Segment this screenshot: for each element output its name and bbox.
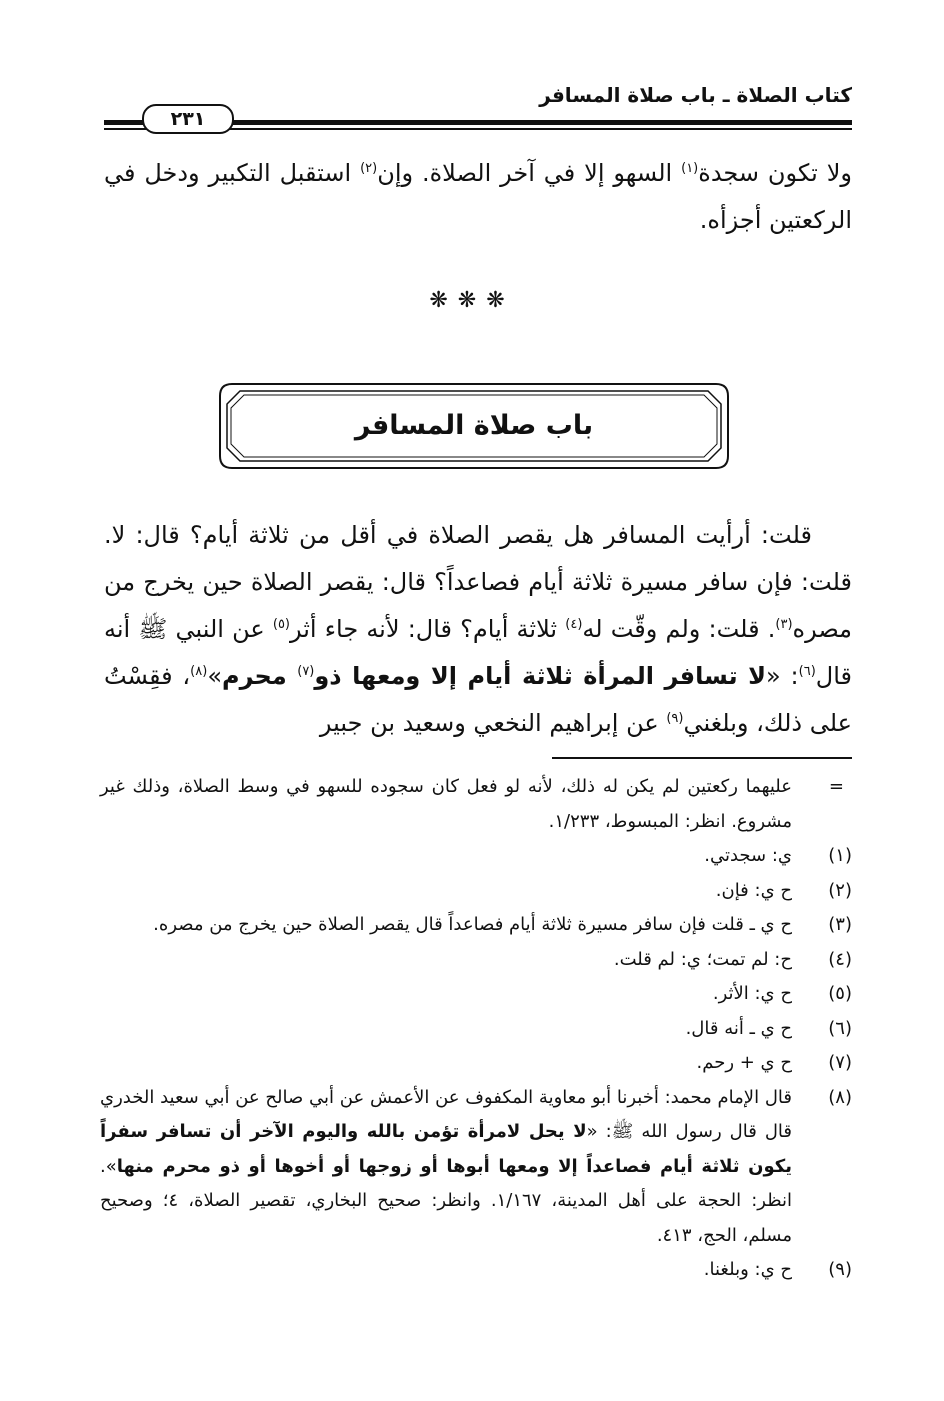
- footnote-ref-2[interactable]: (٢): [360, 161, 378, 176]
- paragraph-main: [104, 512, 852, 747]
- text-run: . قلت: ولم وقّت له: [582, 615, 776, 643]
- footnote-number: (٧): [828, 1052, 852, 1073]
- footnote-number: (٨): [828, 1086, 852, 1108]
- hadith-quote-end: محرم: [222, 662, 298, 690]
- footnote-text: ح ي: الأثر.: [712, 983, 792, 1004]
- footnote-ref-4[interactable]: (٤): [565, 617, 583, 632]
- footnote-ref-6[interactable]: (٦): [798, 664, 816, 679]
- text-run: ولا تكون سجدة: [698, 159, 853, 187]
- footnote-ref-1[interactable]: (١): [681, 161, 699, 176]
- footnote-text: ح: لم تمت؛ ي: لم قلت.: [613, 948, 792, 970]
- footnote-hadith: لا يحل لامرأة تؤمن بالله واليوم الآخر أن تسافر سفراً يكون ثلاثة أيام فصاعداً إلا ومعها أبوها أو زوجها أو أخوها أو ذو محرم منها: [100, 1121, 792, 1177]
- footnote-ref-7[interactable]: (٧): [297, 664, 315, 679]
- text-run: : «: [766, 662, 799, 690]
- footnote-ref-9[interactable]: (٩): [666, 711, 684, 726]
- footnote-text: ح ي: فإن.: [715, 879, 792, 901]
- footnote-ref-5[interactable]: (٥): [272, 617, 290, 632]
- footnote-text: ح ي ـ قلت فإن سافر مسيرة ثلاثة أيام فصاعداً قال يقصر الصلاة حين يخرج من مصره.: [153, 914, 792, 935]
- footnote-3: [100, 908, 852, 943]
- footnote-text: عليهما ركعتين لم يكن له ذلك، لأنه لو فعل كان سجوده للسهو في وسط الصلاة، وذلك غير مشروع. انظر: المبسوط، ١/٢٣٣.: [100, 776, 792, 832]
- footnote-number: (٥): [828, 983, 852, 1004]
- footnote-number: (٤): [828, 948, 852, 970]
- text-run: ، فقِسْتُ على ذلك، وبلغني: [104, 662, 852, 737]
- text-run: قلت: أرأيت المسافر هل يقصر الصلاة في أقل من ثلاثة أيام؟ قال: لا. قلت: فإن سافر مسيرة ثلاثة أيام فصاعداً؟ قال: يقصر الصلاة حين يخرج من مصره: [104, 521, 853, 643]
- footnote-text: ». انظر: الحجة على أهل المدينة، ١/١٦٧. وانظر: صحيح البخاري، تقصير الصلاة، ٤؛ وصحيح مسلم، الحج، ٤١٣.: [100, 1155, 793, 1246]
- footnote-2: [100, 874, 852, 909]
- footnote-text: ح ي + رحم.: [696, 1052, 792, 1073]
- footnote-8: [100, 1081, 852, 1254]
- footnote-number: (٢): [828, 879, 852, 901]
- text-run: »: [207, 662, 222, 690]
- footnote-5: [100, 977, 852, 1012]
- text-run: استقبل التكبير ودخل في الركعتين أجزأه.: [104, 159, 852, 234]
- running-title: كتاب الصلاة ـ باب صلاة المسافر: [539, 83, 852, 107]
- footnote-number: (١): [828, 845, 852, 866]
- footnote-text: ح ي ـ أنه قال.: [685, 1017, 792, 1039]
- footnote-number: (٦): [828, 1017, 852, 1039]
- continuation-mark: =: [828, 776, 844, 797]
- page-number: ٢٣١: [142, 104, 234, 134]
- footnote-text: قال الإمام محمد: أخبرنا أبو معاوية المكفوف عن الأعمش عن أبي صالح عن أبي سعيد الخدري قال قال رسول الله ﷺ: «: [100, 1086, 792, 1142]
- footnote-continuation: [100, 770, 852, 839]
- text-run: عن إبراهيم النخعي وسعيد بن جبير: [319, 709, 667, 737]
- footnote-ref-8[interactable]: (٨): [190, 664, 208, 679]
- footnote-number: (٩): [828, 1259, 852, 1280]
- text-run: السهو إلا في آخر الصلاة. وإن: [377, 159, 682, 187]
- footnote-7: [100, 1046, 852, 1081]
- text-run: ثلاثة أيام؟ قال: لأنه جاء أثر: [290, 615, 566, 643]
- section-separator: ❋❋❋: [429, 288, 515, 313]
- footnote-number: (٣): [828, 914, 852, 935]
- footnote-rule: [552, 757, 852, 759]
- footnote-text: ح ي: وبلغنا.: [703, 1259, 792, 1280]
- chapter-title: باب صلاة المسافر: [354, 410, 594, 441]
- footnote-9: [100, 1253, 852, 1288]
- footnote-6: [100, 1012, 852, 1047]
- footnote-1: [100, 839, 852, 874]
- text-run: عن النبي ﷺ أنه قال: [104, 615, 853, 690]
- hadith-quote: لا تسافر المرأة ثلاثة أيام إلا ومعها ذو: [314, 662, 767, 690]
- footnote-ref-3[interactable]: (٣): [775, 617, 793, 632]
- footnote-4: [100, 943, 852, 978]
- footnotes: [100, 770, 852, 1288]
- paragraph-intro: [104, 150, 852, 244]
- footnote-text: ي: سجدتي.: [704, 845, 792, 866]
- running-header: [104, 82, 852, 132]
